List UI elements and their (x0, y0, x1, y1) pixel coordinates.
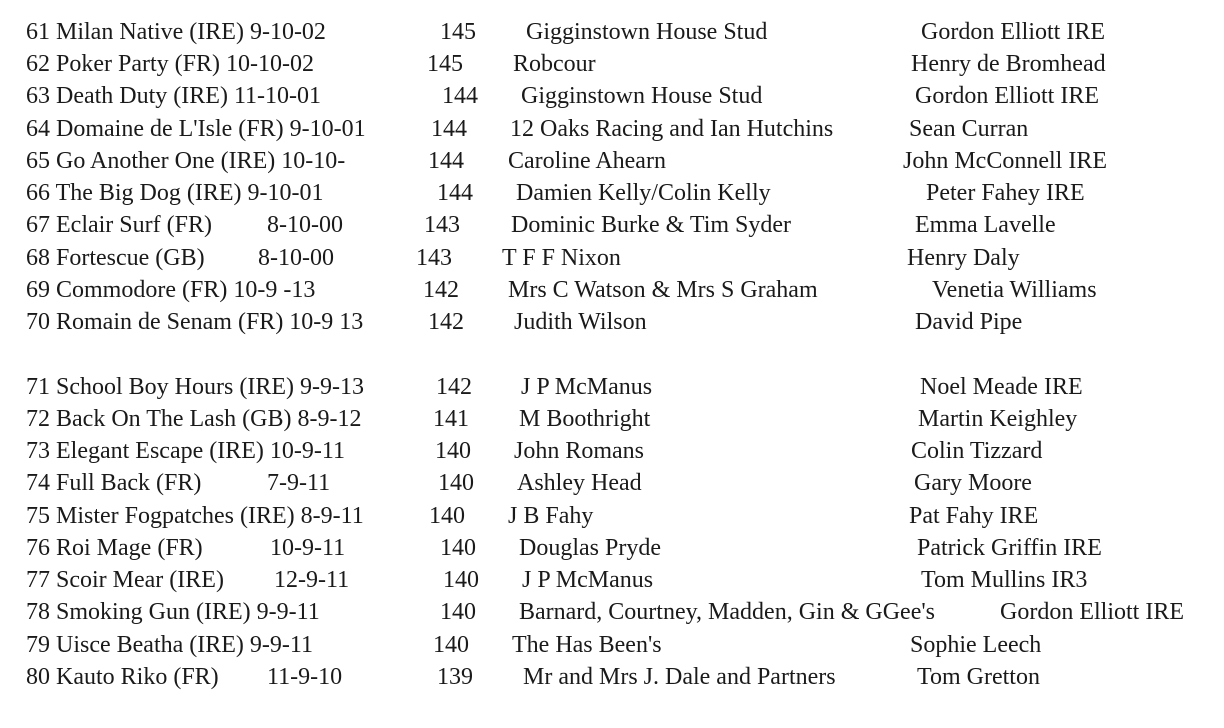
horse-entry: 80 Kauto Riko (FR) (26, 664, 219, 690)
trainer: John McConnell IRE (903, 148, 1107, 174)
trainer: Pat Fahy IRE (909, 503, 1039, 529)
rating: 144 (431, 116, 467, 142)
rating: 143 (416, 245, 452, 271)
trainer: David Pipe (915, 309, 1023, 335)
trainer: Peter Fahey IRE (926, 180, 1085, 206)
horse-entry: 67 Eclair Surf (FR) (26, 212, 212, 238)
trainer: Martin Keighley (918, 406, 1078, 432)
trainer: Colin Tizzard (911, 438, 1043, 464)
rating: 142 (428, 309, 464, 335)
list-row (0, 177, 1224, 209)
owner: Gigginstown House Stud (526, 19, 768, 45)
list-row (0, 274, 1224, 306)
trainer: Patrick Griffin IRE (917, 535, 1102, 561)
rating: 142 (423, 277, 459, 303)
owner: John Romans (514, 438, 645, 464)
horse-entry: 65 Go Another One (IRE) 10-10- (26, 148, 346, 174)
list-row (0, 48, 1224, 80)
owner: Douglas Pryde (519, 535, 661, 561)
list-row (0, 242, 1224, 274)
trainer: Noel Meade IRE (920, 374, 1083, 400)
list-row (0, 661, 1224, 693)
list-row (0, 435, 1224, 467)
owner: J P McManus (521, 374, 653, 400)
owner: M Boothright (519, 406, 651, 432)
owner: Ashley Head (517, 470, 642, 496)
horse-entry: 71 School Boy Hours (IRE) 9-9-13 (26, 374, 364, 400)
rating: 139 (437, 664, 473, 690)
horse-entry: 70 Romain de Senam (FR) 10-9 13 (26, 309, 364, 335)
list-row (0, 467, 1224, 499)
rating: 140 (429, 503, 465, 529)
trainer: Sean Curran (909, 116, 1029, 142)
list-row (0, 596, 1224, 628)
owner: 12 Oaks Racing and Ian Hutchins (510, 116, 834, 142)
owner: Mr and Mrs J. Dale and Partners (523, 664, 836, 690)
trainer: Venetia Williams (932, 277, 1097, 303)
rating: 142 (436, 374, 472, 400)
owner: The Has Been's (512, 632, 662, 658)
horse-entry: 63 Death Duty (IRE) 11-10-01 (26, 83, 322, 109)
horse-entry: 76 Roi Mage (FR) (26, 535, 203, 561)
rating: 140 (443, 567, 479, 593)
rating: 140 (435, 438, 471, 464)
horse-entry: 66 The Big Dog (IRE) 9-10-01 (26, 180, 324, 206)
age-weight: 8-10-00 (267, 212, 343, 238)
rating: 141 (433, 406, 469, 432)
trainer: Gordon Elliott IRE (1000, 599, 1184, 625)
list-row (0, 16, 1224, 48)
horse-entry: 75 Mister Fogpatches (IRE) 8-9-11 (26, 503, 364, 529)
trainer: Henry de Bromhead (911, 51, 1106, 77)
list-row (0, 629, 1224, 661)
owner: Robcour (513, 51, 596, 77)
list-row (0, 371, 1224, 403)
rating: 140 (440, 599, 476, 625)
list-row (0, 306, 1224, 338)
horse-entry: 77 Scoir Mear (IRE) (26, 567, 224, 593)
list-row (0, 532, 1224, 564)
rating: 140 (440, 535, 476, 561)
horse-entry: 61 Milan Native (IRE) 9-10-02 (26, 19, 326, 45)
rating: 145 (427, 51, 463, 77)
trainer: Henry Daly (907, 245, 1020, 271)
list-row (0, 80, 1224, 112)
list-row (0, 209, 1224, 241)
list-row (0, 500, 1224, 532)
rating: 140 (438, 470, 474, 496)
owner: Mrs C Watson & Mrs S Graham (508, 277, 818, 303)
trainer: Gary Moore (914, 470, 1032, 496)
horse-entry: 64 Domaine de L'Isle (FR) 9-10-01 (26, 116, 366, 142)
trainer: Gordon Elliott IRE (915, 83, 1099, 109)
age-weight: 7-9-11 (267, 470, 331, 496)
owner: Barnard, Courtney, Madden, Gin & GGee's (519, 599, 936, 625)
owner: Damien Kelly/Colin Kelly (516, 180, 771, 206)
rating: 140 (433, 632, 469, 658)
horse-entry: 68 Fortescue (GB) (26, 245, 205, 271)
owner: Caroline Ahearn (508, 148, 666, 174)
horse-entry: 74 Full Back (FR) (26, 470, 202, 496)
list-row (0, 113, 1224, 145)
owner: Dominic Burke & Tim Syder (511, 212, 792, 238)
horse-entry: 62 Poker Party (FR) 10-10-02 (26, 51, 314, 77)
rating: 143 (424, 212, 460, 238)
owner: T F F Nixon (502, 245, 621, 271)
horse-entry: 73 Elegant Escape (IRE) 10-9-11 (26, 438, 345, 464)
owner: Gigginstown House Stud (521, 83, 763, 109)
trainer: Gordon Elliott IRE (921, 19, 1105, 45)
trainer: Tom Mullins IR3 (921, 567, 1088, 593)
age-weight: 10-9-11 (270, 535, 346, 561)
owner: J B Fahy (508, 503, 594, 529)
rating: 144 (428, 148, 464, 174)
list-row (0, 564, 1224, 596)
trainer: Sophie Leech (910, 632, 1042, 658)
horse-entry: 78 Smoking Gun (IRE) 9-9-11 (26, 599, 320, 625)
trainer: Emma Lavelle (915, 212, 1056, 238)
owner: Judith Wilson (514, 309, 647, 335)
list-row (0, 145, 1224, 177)
age-weight: 8-10-00 (258, 245, 334, 271)
age-weight: 11-9-10 (267, 664, 343, 690)
rating: 144 (442, 83, 478, 109)
list-row (0, 403, 1224, 435)
horse-entry: 72 Back On The Lash (GB) 8-9-12 (26, 406, 362, 432)
rating: 145 (440, 19, 476, 45)
age-weight: 12-9-11 (274, 567, 350, 593)
owner: J P McManus (522, 567, 654, 593)
horse-entry: 69 Commodore (FR) 10-9 -13 (26, 277, 316, 303)
rating: 144 (437, 180, 473, 206)
horse-entry: 79 Uisce Beatha (IRE) 9-9-11 (26, 632, 314, 658)
trainer: Tom Gretton (917, 664, 1040, 690)
